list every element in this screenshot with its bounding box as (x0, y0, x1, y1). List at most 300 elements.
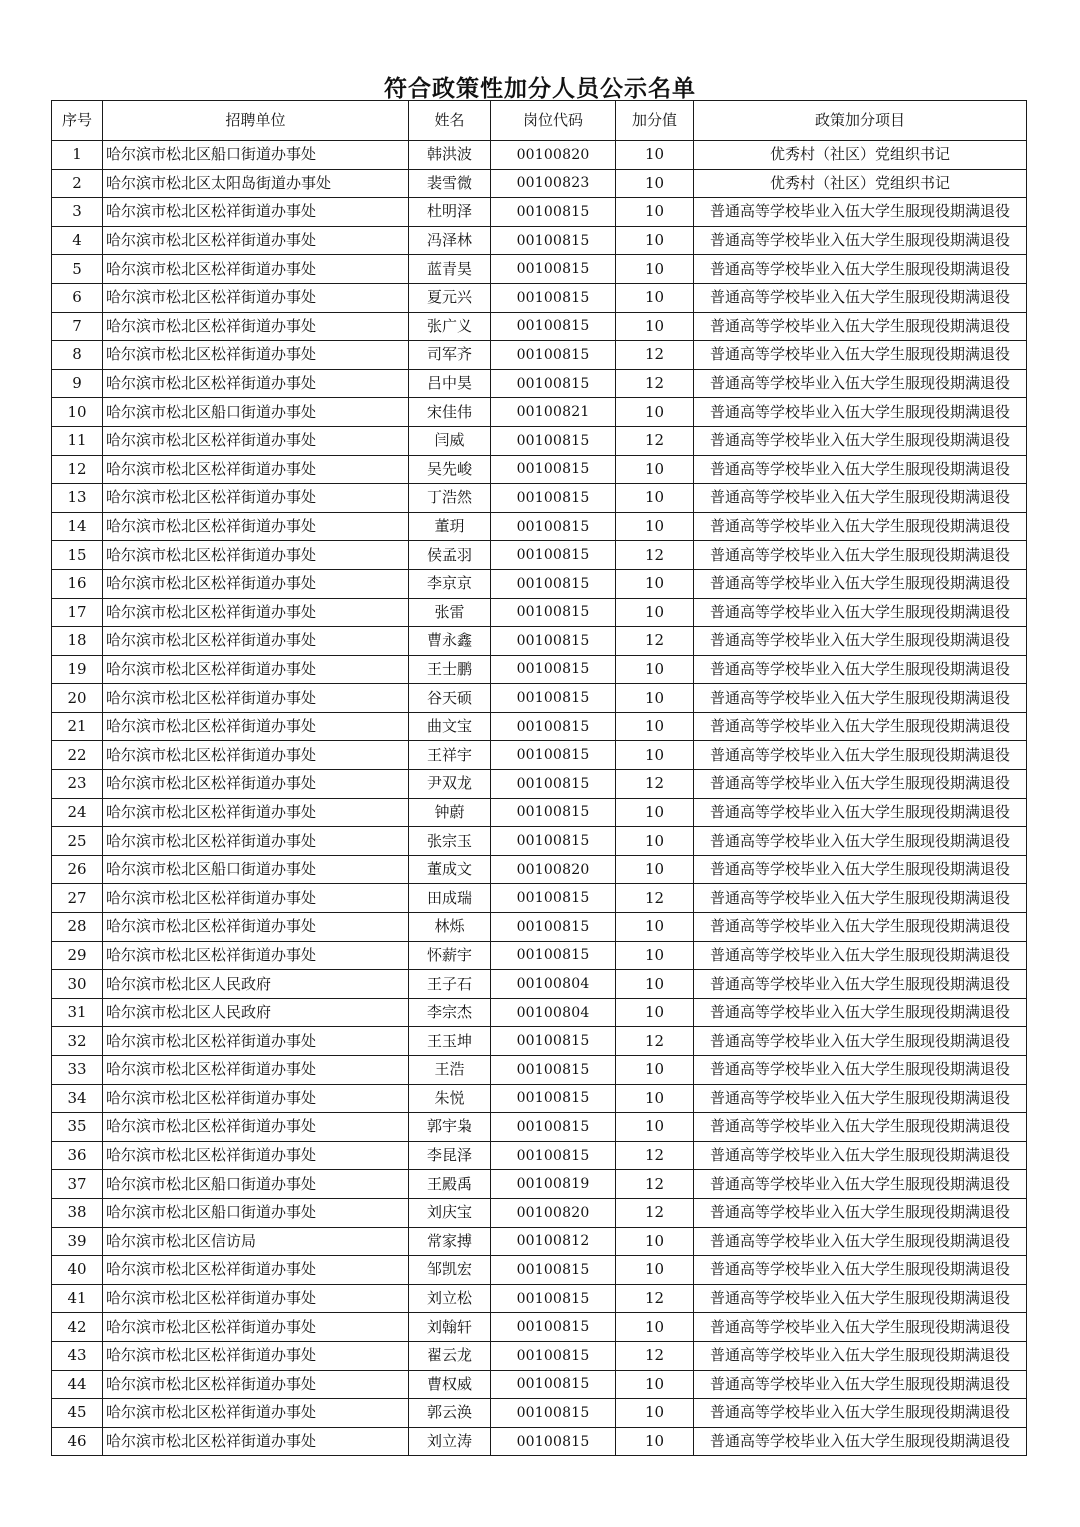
table-row (52, 198, 1027, 227)
cell-index: 22 (52, 741, 103, 770)
cell-project: 普通高等学校毕业入伍大学生服现役期满退役 (694, 398, 1027, 427)
cell-project: 普通高等学校毕业入伍大学生服现役期满退役 (694, 712, 1027, 741)
cell-index: 31 (52, 998, 103, 1027)
cell-index: 9 (52, 369, 103, 398)
cell-code: 00100815 (491, 226, 616, 255)
cell-index: 42 (52, 1313, 103, 1342)
table-row (52, 1170, 1027, 1199)
table-body (52, 141, 1027, 1456)
cell-score: 12 (616, 1341, 694, 1370)
cell-code: 00100804 (491, 970, 616, 999)
cell-unit: 哈尔滨市松北区松祥街道办事处 (103, 512, 409, 541)
cell-unit: 哈尔滨市松北区松祥街道办事处 (103, 1370, 409, 1399)
cell-name: 王殿禹 (409, 1170, 491, 1199)
cell-score: 10 (616, 1227, 694, 1256)
cell-project: 普通高等学校毕业入伍大学生服现役期满退役 (694, 1113, 1027, 1142)
cell-project: 普通高等学校毕业入伍大学生服现役期满退役 (694, 198, 1027, 227)
cell-score: 10 (616, 169, 694, 198)
table-row (52, 827, 1027, 856)
cell-score: 12 (616, 1027, 694, 1056)
cell-name: 李宗杰 (409, 998, 491, 1027)
cell-unit: 哈尔滨市松北区松祥街道办事处 (103, 798, 409, 827)
cell-index: 27 (52, 884, 103, 913)
cell-score: 10 (616, 913, 694, 942)
cell-index: 16 (52, 569, 103, 598)
table-row (52, 1141, 1027, 1170)
cell-score: 10 (616, 798, 694, 827)
table-row (52, 541, 1027, 570)
cell-name: 刘翰轩 (409, 1313, 491, 1342)
cell-name: 刘立松 (409, 1284, 491, 1313)
cell-score: 10 (616, 1084, 694, 1113)
cell-code: 00100823 (491, 169, 616, 198)
cell-index: 26 (52, 855, 103, 884)
cell-score: 12 (616, 341, 694, 370)
cell-index: 7 (52, 312, 103, 341)
cell-score: 10 (616, 1399, 694, 1428)
cell-project: 普通高等学校毕业入伍大学生服现役期满退役 (694, 369, 1027, 398)
cell-project: 普通高等学校毕业入伍大学生服现役期满退役 (694, 884, 1027, 913)
cell-code: 00100815 (491, 283, 616, 312)
cell-index: 25 (52, 827, 103, 856)
cell-unit: 哈尔滨市松北区松祥街道办事处 (103, 569, 409, 598)
cell-code: 00100815 (491, 1256, 616, 1285)
cell-code: 00100819 (491, 1170, 616, 1199)
cell-index: 2 (52, 169, 103, 198)
cell-code: 00100815 (491, 512, 616, 541)
cell-unit: 哈尔滨市松北区松祥街道办事处 (103, 484, 409, 513)
cell-code: 00100815 (491, 426, 616, 455)
cell-index: 20 (52, 684, 103, 713)
cell-project: 普通高等学校毕业入伍大学生服现役期满退役 (694, 855, 1027, 884)
table-row (52, 1370, 1027, 1399)
cell-index: 38 (52, 1198, 103, 1227)
cell-code: 00100815 (491, 1141, 616, 1170)
cell-score: 10 (616, 569, 694, 598)
cell-unit: 哈尔滨市松北区船口街道办事处 (103, 141, 409, 170)
table-row (52, 426, 1027, 455)
cell-name: 尹双龙 (409, 770, 491, 799)
header-code: 岗位代码 (491, 101, 616, 141)
cell-index: 41 (52, 1284, 103, 1313)
table-row (52, 684, 1027, 713)
cell-project: 普通高等学校毕业入伍大学生服现役期满退役 (694, 1313, 1027, 1342)
cell-project: 普通高等学校毕业入伍大学生服现役期满退役 (694, 569, 1027, 598)
cell-name: 董成文 (409, 855, 491, 884)
cell-score: 10 (616, 941, 694, 970)
cell-score: 12 (616, 884, 694, 913)
cell-project: 普通高等学校毕业入伍大学生服现役期满退役 (694, 998, 1027, 1027)
cell-unit: 哈尔滨市松北区松祥街道办事处 (103, 226, 409, 255)
table-row (52, 1084, 1027, 1113)
cell-name: 张雷 (409, 598, 491, 627)
cell-unit: 哈尔滨市松北区松祥街道办事处 (103, 312, 409, 341)
cell-name: 郭宇枭 (409, 1113, 491, 1142)
cell-project: 普通高等学校毕业入伍大学生服现役期满退役 (694, 770, 1027, 799)
table-row (52, 627, 1027, 656)
cell-index: 15 (52, 541, 103, 570)
cell-name: 曲文宝 (409, 712, 491, 741)
cell-score: 10 (616, 827, 694, 856)
cell-project: 普通高等学校毕业入伍大学生服现役期满退役 (694, 426, 1027, 455)
cell-unit: 哈尔滨市松北区松祥街道办事处 (103, 598, 409, 627)
cell-score: 10 (616, 1113, 694, 1142)
cell-index: 39 (52, 1227, 103, 1256)
cell-code: 00100815 (491, 913, 616, 942)
cell-code: 00100815 (491, 1056, 616, 1085)
table-row (52, 1056, 1027, 1085)
cell-index: 30 (52, 970, 103, 999)
cell-index: 14 (52, 512, 103, 541)
table-row (52, 369, 1027, 398)
table-row (52, 569, 1027, 598)
cell-code: 00100804 (491, 998, 616, 1027)
cell-unit: 哈尔滨市松北区人民政府 (103, 970, 409, 999)
cell-project: 普通高等学校毕业入伍大学生服现役期满退役 (694, 484, 1027, 513)
table-row (52, 255, 1027, 284)
table-row (52, 970, 1027, 999)
cell-unit: 哈尔滨市松北区松祥街道办事处 (103, 1141, 409, 1170)
cell-project: 普通高等学校毕业入伍大学生服现役期满退役 (694, 598, 1027, 627)
cell-code: 00100815 (491, 827, 616, 856)
cell-index: 13 (52, 484, 103, 513)
cell-score: 10 (616, 598, 694, 627)
cell-score: 12 (616, 541, 694, 570)
cell-code: 00100815 (491, 1113, 616, 1142)
table-row (52, 1284, 1027, 1313)
cell-name: 裴雪微 (409, 169, 491, 198)
cell-project: 普通高等学校毕业入伍大学生服现役期满退役 (694, 226, 1027, 255)
table-row (52, 1341, 1027, 1370)
cell-project: 普通高等学校毕业入伍大学生服现役期满退役 (694, 1056, 1027, 1085)
cell-unit: 哈尔滨市松北区松祥街道办事处 (103, 913, 409, 942)
table-row (52, 1113, 1027, 1142)
cell-index: 8 (52, 341, 103, 370)
cell-project: 普通高等学校毕业入伍大学生服现役期满退役 (694, 455, 1027, 484)
cell-name: 翟云龙 (409, 1341, 491, 1370)
cell-project: 普通高等学校毕业入伍大学生服现役期满退役 (694, 827, 1027, 856)
cell-name: 王玉坤 (409, 1027, 491, 1056)
cell-name: 董玥 (409, 512, 491, 541)
cell-project: 优秀村（社区）党组织书记 (694, 141, 1027, 170)
cell-score: 12 (616, 1198, 694, 1227)
cell-project: 普通高等学校毕业入伍大学生服现役期满退役 (694, 255, 1027, 284)
cell-project: 普通高等学校毕业入伍大学生服现役期满退役 (694, 913, 1027, 942)
cell-name: 谷天硕 (409, 684, 491, 713)
cell-score: 10 (616, 1313, 694, 1342)
cell-project: 普通高等学校毕业入伍大学生服现役期满退役 (694, 1427, 1027, 1456)
cell-name: 侯孟羽 (409, 541, 491, 570)
cell-code: 00100815 (491, 312, 616, 341)
cell-unit: 哈尔滨市松北区松祥街道办事处 (103, 1084, 409, 1113)
cell-code: 00100815 (491, 541, 616, 570)
cell-project: 普通高等学校毕业入伍大学生服现役期满退役 (694, 512, 1027, 541)
cell-index: 33 (52, 1056, 103, 1085)
table-row (52, 884, 1027, 913)
cell-name: 林烁 (409, 913, 491, 942)
cell-score: 10 (616, 970, 694, 999)
cell-index: 45 (52, 1399, 103, 1428)
table-row (52, 1256, 1027, 1285)
cell-unit: 哈尔滨市松北区松祥街道办事处 (103, 455, 409, 484)
cell-name: 杜明泽 (409, 198, 491, 227)
cell-score: 10 (616, 998, 694, 1027)
cell-name: 闫威 (409, 426, 491, 455)
cell-code: 00100815 (491, 484, 616, 513)
cell-name: 夏元兴 (409, 283, 491, 312)
cell-name: 李昆泽 (409, 1141, 491, 1170)
cell-code: 00100815 (491, 1370, 616, 1399)
cell-index: 46 (52, 1427, 103, 1456)
cell-index: 12 (52, 455, 103, 484)
cell-index: 28 (52, 913, 103, 942)
cell-index: 34 (52, 1084, 103, 1113)
cell-unit: 哈尔滨市松北区船口街道办事处 (103, 855, 409, 884)
cell-unit: 哈尔滨市松北区松祥街道办事处 (103, 1284, 409, 1313)
cell-name: 宋佳伟 (409, 398, 491, 427)
cell-code: 00100815 (491, 684, 616, 713)
cell-score: 10 (616, 283, 694, 312)
header-score: 加分值 (616, 101, 694, 141)
cell-unit: 哈尔滨市松北区松祥街道办事处 (103, 941, 409, 970)
cell-project: 普通高等学校毕业入伍大学生服现役期满退役 (694, 1341, 1027, 1370)
cell-score: 10 (616, 484, 694, 513)
cell-unit: 哈尔滨市松北区松祥街道办事处 (103, 627, 409, 656)
cell-index: 21 (52, 712, 103, 741)
cell-project: 普通高等学校毕业入伍大学生服现役期满退役 (694, 283, 1027, 312)
cell-code: 00100815 (491, 455, 616, 484)
cell-unit: 哈尔滨市松北区松祥街道办事处 (103, 369, 409, 398)
cell-name: 朱悦 (409, 1084, 491, 1113)
cell-index: 24 (52, 798, 103, 827)
cell-index: 29 (52, 941, 103, 970)
cell-index: 35 (52, 1113, 103, 1142)
cell-name: 蓝青昊 (409, 255, 491, 284)
table-row (52, 855, 1027, 884)
header-index: 序号 (52, 101, 103, 141)
cell-code: 00100821 (491, 398, 616, 427)
cell-name: 邹凯宏 (409, 1256, 491, 1285)
cell-score: 10 (616, 198, 694, 227)
table-row (52, 169, 1027, 198)
cell-score: 10 (616, 512, 694, 541)
cell-code: 00100815 (491, 569, 616, 598)
cell-unit: 哈尔滨市松北区松祥街道办事处 (103, 1341, 409, 1370)
cell-index: 17 (52, 598, 103, 627)
cell-name: 张广义 (409, 312, 491, 341)
cell-code: 00100815 (491, 741, 616, 770)
cell-code: 00100815 (491, 369, 616, 398)
cell-index: 36 (52, 1141, 103, 1170)
table-row (52, 141, 1027, 170)
cell-score: 10 (616, 312, 694, 341)
cell-unit: 哈尔滨市松北区船口街道办事处 (103, 1170, 409, 1199)
page-title: 符合政策性加分人员公示名单 (384, 76, 696, 103)
cell-index: 6 (52, 283, 103, 312)
cell-score: 10 (616, 712, 694, 741)
cell-project: 普通高等学校毕业入伍大学生服现役期满退役 (694, 798, 1027, 827)
table-row (52, 1313, 1027, 1342)
table-row (52, 770, 1027, 799)
cell-name: 常家搏 (409, 1227, 491, 1256)
cell-score: 10 (616, 741, 694, 770)
cell-index: 23 (52, 770, 103, 799)
cell-project: 普通高等学校毕业入伍大学生服现役期满退役 (694, 941, 1027, 970)
cell-index: 11 (52, 426, 103, 455)
cell-index: 3 (52, 198, 103, 227)
cell-name: 王子石 (409, 970, 491, 999)
table-row (52, 312, 1027, 341)
cell-project: 普通高等学校毕业入伍大学生服现役期满退役 (694, 1170, 1027, 1199)
cell-index: 40 (52, 1256, 103, 1285)
cell-unit: 哈尔滨市松北区松祥街道办事处 (103, 1056, 409, 1085)
cell-code: 00100815 (491, 341, 616, 370)
cell-unit: 哈尔滨市松北区松祥街道办事处 (103, 1399, 409, 1428)
cell-name: 刘立涛 (409, 1427, 491, 1456)
table-row (52, 998, 1027, 1027)
cell-score: 12 (616, 369, 694, 398)
cell-score: 12 (616, 426, 694, 455)
cell-unit: 哈尔滨市松北区松祥街道办事处 (103, 712, 409, 741)
table-row (52, 712, 1027, 741)
table-row (52, 798, 1027, 827)
cell-score: 10 (616, 1370, 694, 1399)
table-row (52, 1399, 1027, 1428)
cell-project: 普通高等学校毕业入伍大学生服现役期满退役 (694, 1256, 1027, 1285)
cell-score: 12 (616, 627, 694, 656)
table-header (52, 101, 1027, 141)
cell-name: 郭云涣 (409, 1399, 491, 1428)
table-row (52, 1227, 1027, 1256)
cell-name: 王士鹏 (409, 655, 491, 684)
header-project: 政策加分项目 (694, 101, 1027, 141)
cell-code: 00100812 (491, 1227, 616, 1256)
header-name: 姓名 (409, 101, 491, 141)
cell-unit: 哈尔滨市松北区松祥街道办事处 (103, 770, 409, 799)
header-unit: 招聘单位 (103, 101, 409, 141)
cell-index: 44 (52, 1370, 103, 1399)
table-row (52, 1427, 1027, 1456)
cell-project: 普通高等学校毕业入伍大学生服现役期满退役 (694, 741, 1027, 770)
table-row (52, 512, 1027, 541)
cell-name: 钟蔚 (409, 798, 491, 827)
cell-project: 普通高等学校毕业入伍大学生服现役期满退役 (694, 1370, 1027, 1399)
cell-project: 普通高等学校毕业入伍大学生服现役期满退役 (694, 341, 1027, 370)
cell-index: 37 (52, 1170, 103, 1199)
cell-code: 00100820 (491, 1198, 616, 1227)
cell-name: 冯泽林 (409, 226, 491, 255)
cell-score: 10 (616, 226, 694, 255)
cell-score: 10 (616, 1427, 694, 1456)
cell-name: 丁浩然 (409, 484, 491, 513)
cell-unit: 哈尔滨市松北区松祥街道办事处 (103, 1427, 409, 1456)
cell-code: 00100815 (491, 1027, 616, 1056)
cell-score: 10 (616, 255, 694, 284)
table-row (52, 655, 1027, 684)
cell-project: 普通高等学校毕业入伍大学生服现役期满退役 (694, 1027, 1027, 1056)
cell-score: 10 (616, 684, 694, 713)
cell-code: 00100815 (491, 798, 616, 827)
cell-project: 普通高等学校毕业入伍大学生服现役期满退役 (694, 1084, 1027, 1113)
table-row (52, 283, 1027, 312)
cell-project: 普通高等学校毕业入伍大学生服现役期满退役 (694, 1227, 1027, 1256)
roster-table (51, 100, 1027, 1456)
cell-project: 普通高等学校毕业入伍大学生服现役期满退役 (694, 970, 1027, 999)
cell-name: 刘庆宝 (409, 1198, 491, 1227)
cell-score: 10 (616, 455, 694, 484)
table-row (52, 598, 1027, 627)
cell-code: 00100815 (491, 1427, 616, 1456)
cell-code: 00100815 (491, 941, 616, 970)
cell-name: 司军齐 (409, 341, 491, 370)
cell-score: 10 (616, 855, 694, 884)
cell-unit: 哈尔滨市松北区松祥街道办事处 (103, 541, 409, 570)
cell-name: 曹永鑫 (409, 627, 491, 656)
cell-name: 韩洪波 (409, 141, 491, 170)
cell-project: 普通高等学校毕业入伍大学生服现役期满退役 (694, 655, 1027, 684)
cell-code: 00100820 (491, 141, 616, 170)
cell-score: 12 (616, 770, 694, 799)
cell-code: 00100815 (491, 1399, 616, 1428)
cell-score: 10 (616, 398, 694, 427)
cell-unit: 哈尔滨市松北区太阳岛街道办事处 (103, 169, 409, 198)
cell-unit: 哈尔滨市松北区松祥街道办事处 (103, 1113, 409, 1142)
cell-project: 普通高等学校毕业入伍大学生服现役期满退役 (694, 1198, 1027, 1227)
cell-index: 4 (52, 226, 103, 255)
cell-index: 18 (52, 627, 103, 656)
cell-code: 00100815 (491, 712, 616, 741)
cell-name: 怀薪宇 (409, 941, 491, 970)
cell-project: 普通高等学校毕业入伍大学生服现役期满退役 (694, 1141, 1027, 1170)
cell-code: 00100815 (491, 1341, 616, 1370)
cell-project: 普通高等学校毕业入伍大学生服现役期满退役 (694, 627, 1027, 656)
cell-score: 10 (616, 1056, 694, 1085)
cell-unit: 哈尔滨市松北区松祥街道办事处 (103, 341, 409, 370)
cell-project: 普通高等学校毕业入伍大学生服现役期满退役 (694, 1399, 1027, 1428)
cell-index: 5 (52, 255, 103, 284)
cell-unit: 哈尔滨市松北区松祥街道办事处 (103, 827, 409, 856)
cell-name: 王祥宇 (409, 741, 491, 770)
cell-name: 曹权威 (409, 1370, 491, 1399)
cell-unit: 哈尔滨市松北区船口街道办事处 (103, 398, 409, 427)
cell-code: 00100815 (491, 1284, 616, 1313)
cell-code: 00100815 (491, 884, 616, 913)
table-row (52, 1027, 1027, 1056)
cell-unit: 哈尔滨市松北区人民政府 (103, 998, 409, 1027)
cell-unit: 哈尔滨市松北区松祥街道办事处 (103, 1256, 409, 1285)
cell-project: 普通高等学校毕业入伍大学生服现役期满退役 (694, 312, 1027, 341)
cell-score: 12 (616, 1284, 694, 1313)
cell-project: 普通高等学校毕业入伍大学生服现役期满退役 (694, 1284, 1027, 1313)
cell-name: 李京京 (409, 569, 491, 598)
cell-score: 12 (616, 1141, 694, 1170)
cell-code: 00100815 (491, 1313, 616, 1342)
table-row (52, 941, 1027, 970)
cell-index: 1 (52, 141, 103, 170)
cell-name: 王浩 (409, 1056, 491, 1085)
cell-name: 田成瑞 (409, 884, 491, 913)
cell-index: 10 (52, 398, 103, 427)
cell-name: 张宗玉 (409, 827, 491, 856)
table-row (52, 226, 1027, 255)
cell-unit: 哈尔滨市松北区松祥街道办事处 (103, 741, 409, 770)
cell-index: 19 (52, 655, 103, 684)
cell-unit: 哈尔滨市松北区信访局 (103, 1227, 409, 1256)
cell-name: 吴先峻 (409, 455, 491, 484)
table-row (52, 398, 1027, 427)
cell-score: 10 (616, 1256, 694, 1285)
cell-project: 普通高等学校毕业入伍大学生服现役期满退役 (694, 684, 1027, 713)
